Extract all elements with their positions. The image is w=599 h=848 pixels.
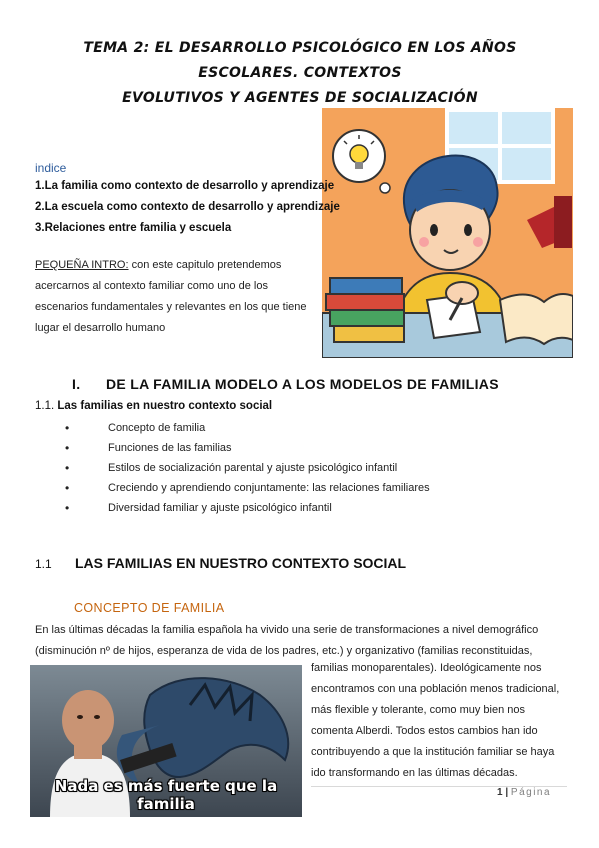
index-label: indice	[35, 161, 67, 175]
index-item-1: 1.La familia como contexto de desarrollo y aprendizaje	[35, 180, 335, 192]
body-paragraph-full: En las últimas décadas la familia española ha vivido una serie de transformaciones a nivel demográfico (disminución nº de hijos, esperanza de vida de los padres, etc.) y organizativo (familias reconstituidas,	[35, 624, 539, 657]
intro-label: PEQUEÑA INTRO:	[35, 259, 129, 271]
subsection-heading	[35, 400, 272, 412]
subsection-number: 1.1.	[35, 400, 55, 412]
body-paragraph-right: familias monoparentales). Ideológicamente nos encontramos con una población menos tradicional, más flexible y tolerante, como muy bien nos comenta Alberdi. Todos estos cambios han ido contribuyendo a que la institución familiar se haya ido transformando en las últimas décadas.	[311, 662, 560, 779]
list-item: • Estilos de socialización parental y ajuste psicológico infantil	[65, 458, 430, 478]
family-meme-image	[30, 665, 302, 817]
student-illustration	[322, 108, 573, 358]
subsection-title: Las familias en nuestro contexto social	[57, 400, 273, 412]
list-item: • Concepto de familia	[65, 418, 430, 438]
intro-paragraph	[35, 255, 315, 339]
title-line-1: TEMA 2: EL DESARROLLO PSICOLÓGICO EN LOS AÑOS ESCOLARES. CONTEXTOS	[83, 40, 517, 81]
section-1-1-title: LAS FAMILIAS EN NUESTRO CONTEXTO SOCIAL	[75, 555, 407, 571]
page-label: Página	[510, 787, 552, 798]
index-item-2: 2.La escuela como contexto de desarrollo y aprendizaje	[35, 201, 340, 213]
document-title	[40, 36, 560, 111]
concept-heading: CONCEPTO DE FAMILIA	[74, 601, 225, 615]
page-number: 1	[497, 787, 503, 798]
section-1-1-number: 1.1	[35, 557, 52, 571]
list-item: • Creciendo y aprendiendo conjuntamente: las relaciones familiares	[65, 478, 430, 498]
list-item: • Diversidad familiar y ajuste psicológico infantil	[65, 498, 430, 518]
section-1-1-heading	[35, 555, 406, 571]
section-number: I.	[72, 376, 81, 392]
page-footer	[497, 787, 551, 798]
index-item-3: 3.Relaciones entre familia y escuela	[35, 222, 232, 234]
meme-caption: Nada es más fuerte que la familia	[54, 777, 278, 813]
title-line-2: EVOLUTIVOS Y AGENTES DE SOCIALIZACIÓN	[122, 90, 478, 106]
section-heading	[72, 376, 499, 392]
list-item: • Funciones de las familias	[65, 438, 430, 458]
section-title: DE LA FAMILIA MODELO A LOS MODELOS DE FAMILIAS	[106, 376, 499, 392]
topic-list	[65, 418, 430, 518]
intro-text: con este capitulo pretendemos acercarnos al contexto familiar como uno de los escenarios fundamentales y relevantes en los que tiene lugar el desarrollo humano	[35, 259, 307, 334]
footer-separator: |	[502, 787, 511, 798]
